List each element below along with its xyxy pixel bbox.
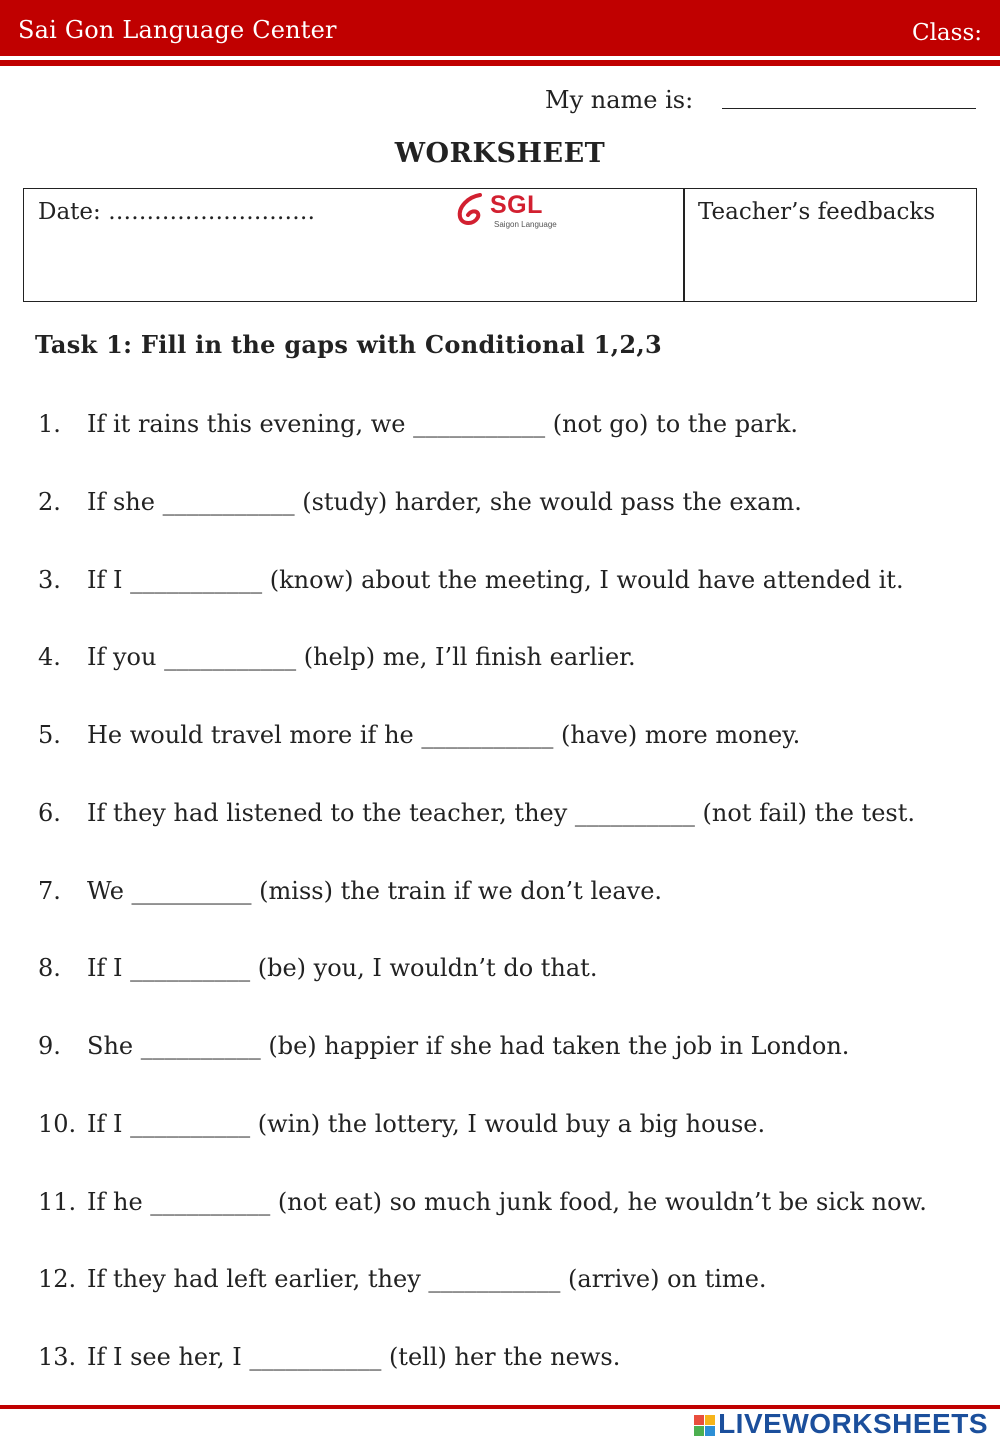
item-number: 7.	[38, 877, 61, 905]
liveworksheets-blocks-icon	[694, 1415, 716, 1437]
item-number: 5.	[38, 721, 61, 749]
exercise-item	[38, 721, 800, 761]
item-text[interactable]: If you ___________ (help) me, I’ll finish earlier.	[87, 643, 636, 671]
item-number: 12.	[38, 1265, 77, 1293]
exercise-item	[38, 566, 904, 606]
item-number: 4.	[38, 643, 61, 671]
item-text[interactable]: If they had left earlier, they ___________ (arrive) on time.	[87, 1265, 767, 1293]
item-text[interactable]: She __________ (be) happier if she had taken the job in London.	[87, 1032, 850, 1060]
item-text[interactable]: If he __________ (not eat) so much junk food, he wouldn’t be sick now.	[87, 1188, 927, 1216]
item-text[interactable]: We __________ (miss) the train if we don’t leave.	[87, 877, 663, 905]
logo-text: SGL	[490, 191, 543, 219]
exercise-item	[38, 799, 915, 839]
item-text[interactable]: If I __________ (win) the lottery, I would buy a big house.	[87, 1110, 766, 1138]
item-number: 10.	[38, 1110, 77, 1138]
teacher-feedback-label: Teacher’s feedbacks	[698, 199, 936, 225]
exercise-item	[38, 1032, 849, 1072]
item-text[interactable]: If I __________ (be) you, I wouldn’t do that.	[87, 954, 598, 982]
exercise-item	[38, 488, 802, 528]
item-number: 9.	[38, 1032, 61, 1060]
class-label: Class:	[911, 20, 982, 46]
item-number: 3.	[38, 566, 61, 594]
item-text[interactable]: If it rains this evening, we ___________ (not go) to the park.	[87, 410, 799, 438]
exercise-item	[38, 1188, 927, 1228]
page-title: WORKSHEET	[394, 138, 606, 169]
task-title: Task 1: Fill in the gaps with Conditional 1,2,3	[35, 330, 663, 359]
item-text[interactable]: He would travel more if he ___________ (have) more money.	[87, 721, 801, 749]
name-label: My name is:	[545, 86, 694, 114]
exercise-item	[38, 1265, 767, 1305]
item-number: 13.	[38, 1343, 77, 1371]
item-text[interactable]: If I see her, I ___________ (tell) her the news.	[87, 1343, 621, 1371]
item-number: 2.	[38, 488, 61, 516]
exercise-item	[38, 954, 597, 994]
exercise-item	[38, 877, 662, 917]
liveworksheets-brand: LIVEWORKSHEETS	[718, 1408, 988, 1439]
logo-subtext: Saigon Language	[494, 220, 557, 229]
item-number: 1.	[38, 410, 61, 438]
header-bar	[0, 0, 1000, 56]
name-input-line[interactable]	[722, 108, 976, 109]
info-box	[23, 188, 977, 302]
exercise-item	[38, 410, 798, 450]
sgl-logo	[454, 191, 564, 231]
liveworksheets-logo[interactable]	[694, 1408, 988, 1438]
item-text[interactable]: If they had listened to the teacher, they __________ (not fail) the test.	[87, 799, 915, 827]
item-text[interactable]: If she ___________ (study) harder, she would pass the exam.	[87, 488, 802, 516]
header-rule	[0, 60, 1000, 66]
date-field: Date: ………………………	[38, 199, 316, 225]
item-number: 11.	[38, 1188, 77, 1216]
item-number: 8.	[38, 954, 61, 982]
exercise-item	[38, 643, 636, 683]
info-box-divider	[683, 189, 685, 301]
item-number: 6.	[38, 799, 61, 827]
exercise-item	[38, 1343, 620, 1383]
exercise-item	[38, 1110, 765, 1150]
center-name: Sai Gon Language Center	[18, 16, 337, 44]
item-text[interactable]: If I ___________ (know) about the meeting, I would have attended it.	[87, 566, 904, 594]
sgl-swoosh-icon	[454, 191, 488, 229]
